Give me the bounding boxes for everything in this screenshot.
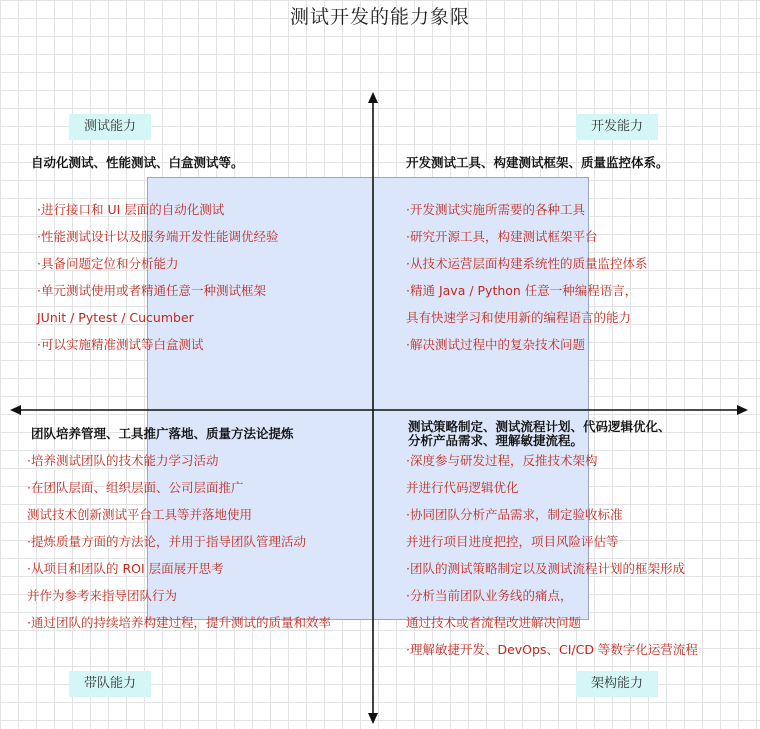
list-item: ·理解敏捷开发、DevOps、CI/CD 等数字化运营流程 (406, 642, 698, 657)
list-item: ·解决测试过程中的复杂技术问题 (406, 337, 585, 352)
vertical-axis-top-arrow (368, 92, 378, 103)
quadrant-top-right-heading: 开发测试工具、构建测试框架、质量监控体系。 (406, 155, 669, 170)
horizontal-axis-right-arrow (737, 405, 748, 415)
tag-arch-capability: 架构能力 (576, 671, 658, 697)
list-item: 并作为参考来指导团队行为 (27, 588, 178, 603)
list-item: ·培养测试团队的技术能力学习活动 (27, 453, 219, 468)
tag-test-capability: 测试能力 (69, 114, 151, 140)
list-item: 具有快速学习和使用新的编程语言的能力 (406, 310, 632, 325)
quadrant-bottom-left-items (27, 451, 331, 640)
list-item: ·团队的测试策略制定以及测试流程计划的框架形成 (406, 561, 685, 576)
list-item: 通过技术或者流程改进解决问题 (406, 615, 582, 630)
tag-dev-capability: 开发能力 (576, 114, 658, 140)
list-item: ·在团队层面、组织层面、公司层面推广 (27, 480, 244, 495)
list-item: ·性能测试设计以及服务端开发性能调优经验 (37, 229, 279, 244)
list-item: ·开发测试实施所需要的各种工具 (406, 202, 585, 217)
quadrant-bottom-right-heading-line2: 分析产品需求、理解敏捷流程。 (408, 433, 584, 448)
list-item: JUnit / Pytest / Cucumber (37, 310, 194, 325)
list-item: ·研究开源工具，构建测试框架平台 (406, 229, 598, 244)
quadrant-top-left-heading: 自动化测试、性能测试、白盒测试等。 (31, 155, 244, 170)
list-item: ·提炼质量方面的方法论，并用于指导团队管理活动 (27, 534, 306, 549)
quadrant-bottom-right-items (406, 451, 698, 667)
quadrant-top-right-items (406, 200, 647, 362)
list-item: ·从技术运营层面构建系统性的质量监控体系 (406, 256, 648, 271)
horizontal-axis-left-arrow (10, 405, 21, 415)
list-item: ·协同团队分析产品需求，制定验收标准 (406, 507, 623, 522)
list-item: ·通过团队的持续培养构建过程，提升测试的质量和效率 (27, 615, 331, 630)
list-item: ·可以实施精准测试等白盒测试 (37, 337, 204, 352)
quadrant-bottom-right-heading-line1: 测试策略制定、测试流程计划、代码逻辑优化、 (408, 419, 671, 434)
list-item: ·分析当前团队业务线的痛点， (406, 588, 573, 603)
list-item: ·深度参与研发过程，反推技术架构 (406, 453, 598, 468)
quadrant-bottom-left-heading: 团队培养管理、工具推广落地、质量方法论提炼 (31, 426, 294, 441)
quadrant-top-left-items (37, 200, 278, 362)
list-item: ·具备问题定位和分析能力 (37, 256, 179, 271)
list-item: ·从项目和团队的 ROI 层面展开思考 (27, 561, 224, 576)
tag-team-capability: 带队能力 (69, 671, 151, 697)
list-item: 并进行项目进度把控，项目风险评估等 (406, 534, 619, 549)
list-item: ·精通 Java / Python 任意一种编程语言， (406, 283, 638, 298)
list-item: 测试技术创新测试平台工具等并落地使用 (27, 507, 253, 522)
list-item: 并进行代码逻辑优化 (406, 480, 519, 495)
list-item: ·单元测试使用或者精通任意一种测试框架 (37, 283, 266, 298)
vertical-axis-bottom-arrow (368, 713, 378, 724)
diagram-title: 测试开发的能力象限 (289, 6, 470, 28)
list-item: ·进行接口和 UI 层面的自动化测试 (37, 202, 225, 217)
